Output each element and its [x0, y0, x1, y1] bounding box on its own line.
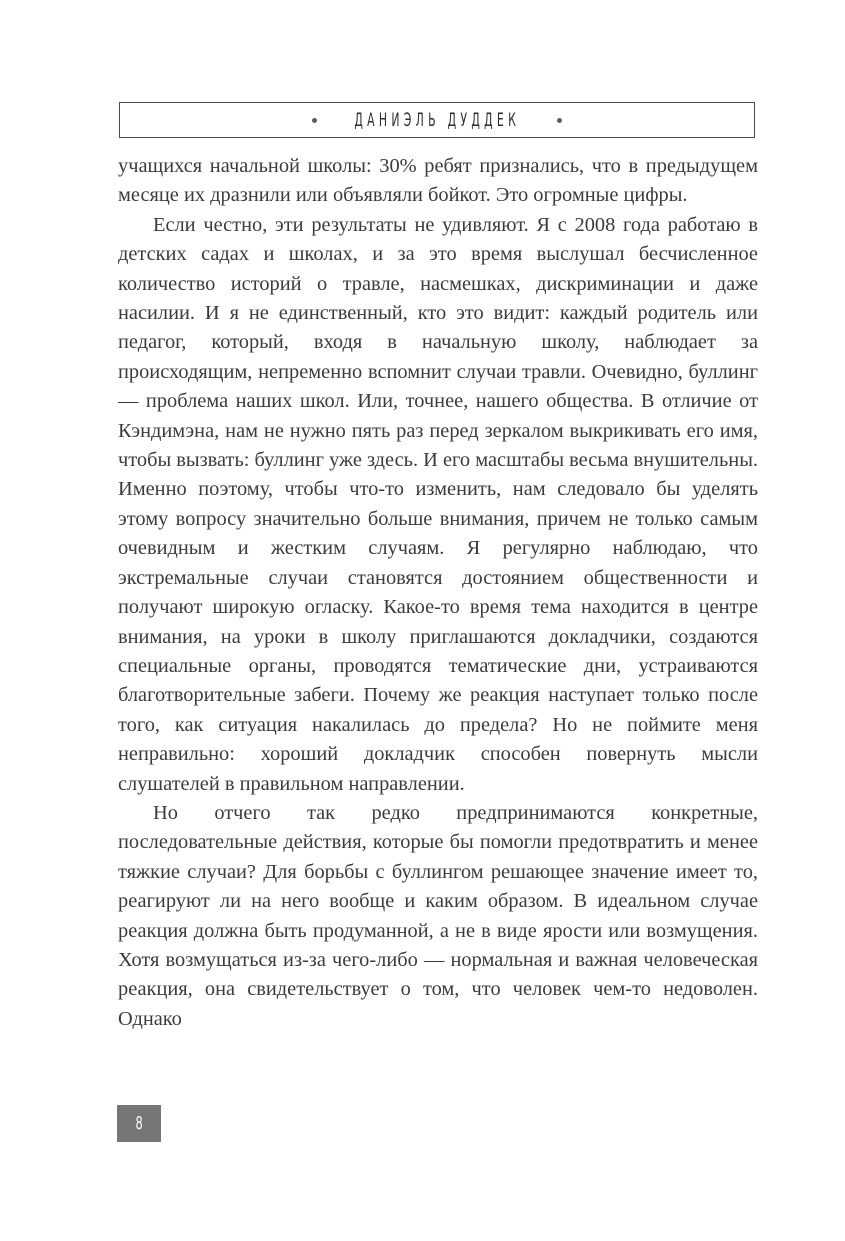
paragraph-continuation: учащихся начальной школы: 30% ребят признались, что в предыдущем месяце их дразнили или объявляли бойкот. Это огромные цифры. — [118, 155, 758, 207]
paragraph-second: Если честно, эти результаты не удивляют. Я с 2008 года работаю в детских садах и школах, и за это время выслушал бесчисленное количество историй о травле, насмешках, дискриминации и даже насилии. И я не единственный, кто это видит: каждый родитель или педагог, который, входя в начальную школу, наблюдает за происходящим, непременно вспомнит случаи травли. Очевидно, буллинг — проблема наших школ. Или, точнее, нашего общества. В отличие от Кэндимэна, нам не нужно пять раз перед зеркалом выкрикивать его имя, чтобы вызвать: буллинг уже здесь. И его масштабы весьма внушительны. Именно поэтому, чтобы что-то изменить, нам следовало бы уделять этому вопросу значительно больше внимания, причем не только самым очевидным и жестким случаям. Я регулярно наблюдаю, что экстремальные случаи становятся достоянием общественности и получают широкую огласку. Какое-то время тема находится в центре внимания, на уроки в школу приглашаются докладчики, создаются специальные органы, проводятся тематические дни, устраиваются благотворительные забеги. Почему же реакция наступает только после того, как ситуация накалилась до предела? Но не поймите меня неправильно: хороший докладчик способен повернуть мысли слушателей в правильном направлении. — [118, 213, 758, 795]
bullet-dot-icon-right — [557, 118, 562, 123]
page-number: 8 — [135, 1112, 143, 1134]
running-header-title: ДАНИЭЛЬ ДУДДЕК — [354, 109, 520, 131]
running-header — [119, 102, 755, 138]
page-number-box — [117, 1105, 161, 1142]
paragraph-third: Но отчего так редко предпринимаются конкретные, последовательные действия, которые бы помогли предотвратить и менее тяжкие случаи? Для борьбы с буллингом решающее значение имеет то, реагируют ли на него вообще и каким образом. В идеальном случае реакция должна быть продуманной, а не в виде ярости или возмущения. Хотя возмущаться из-за чего-либо — нормальная и важная человеческая реакция, она свидетельствует о том, что человек чем-то недоволен. Однако — [118, 801, 758, 1030]
bullet-dot-icon-left — [312, 118, 317, 123]
body-text-column — [118, 152, 758, 1034]
running-header-content — [312, 111, 562, 129]
